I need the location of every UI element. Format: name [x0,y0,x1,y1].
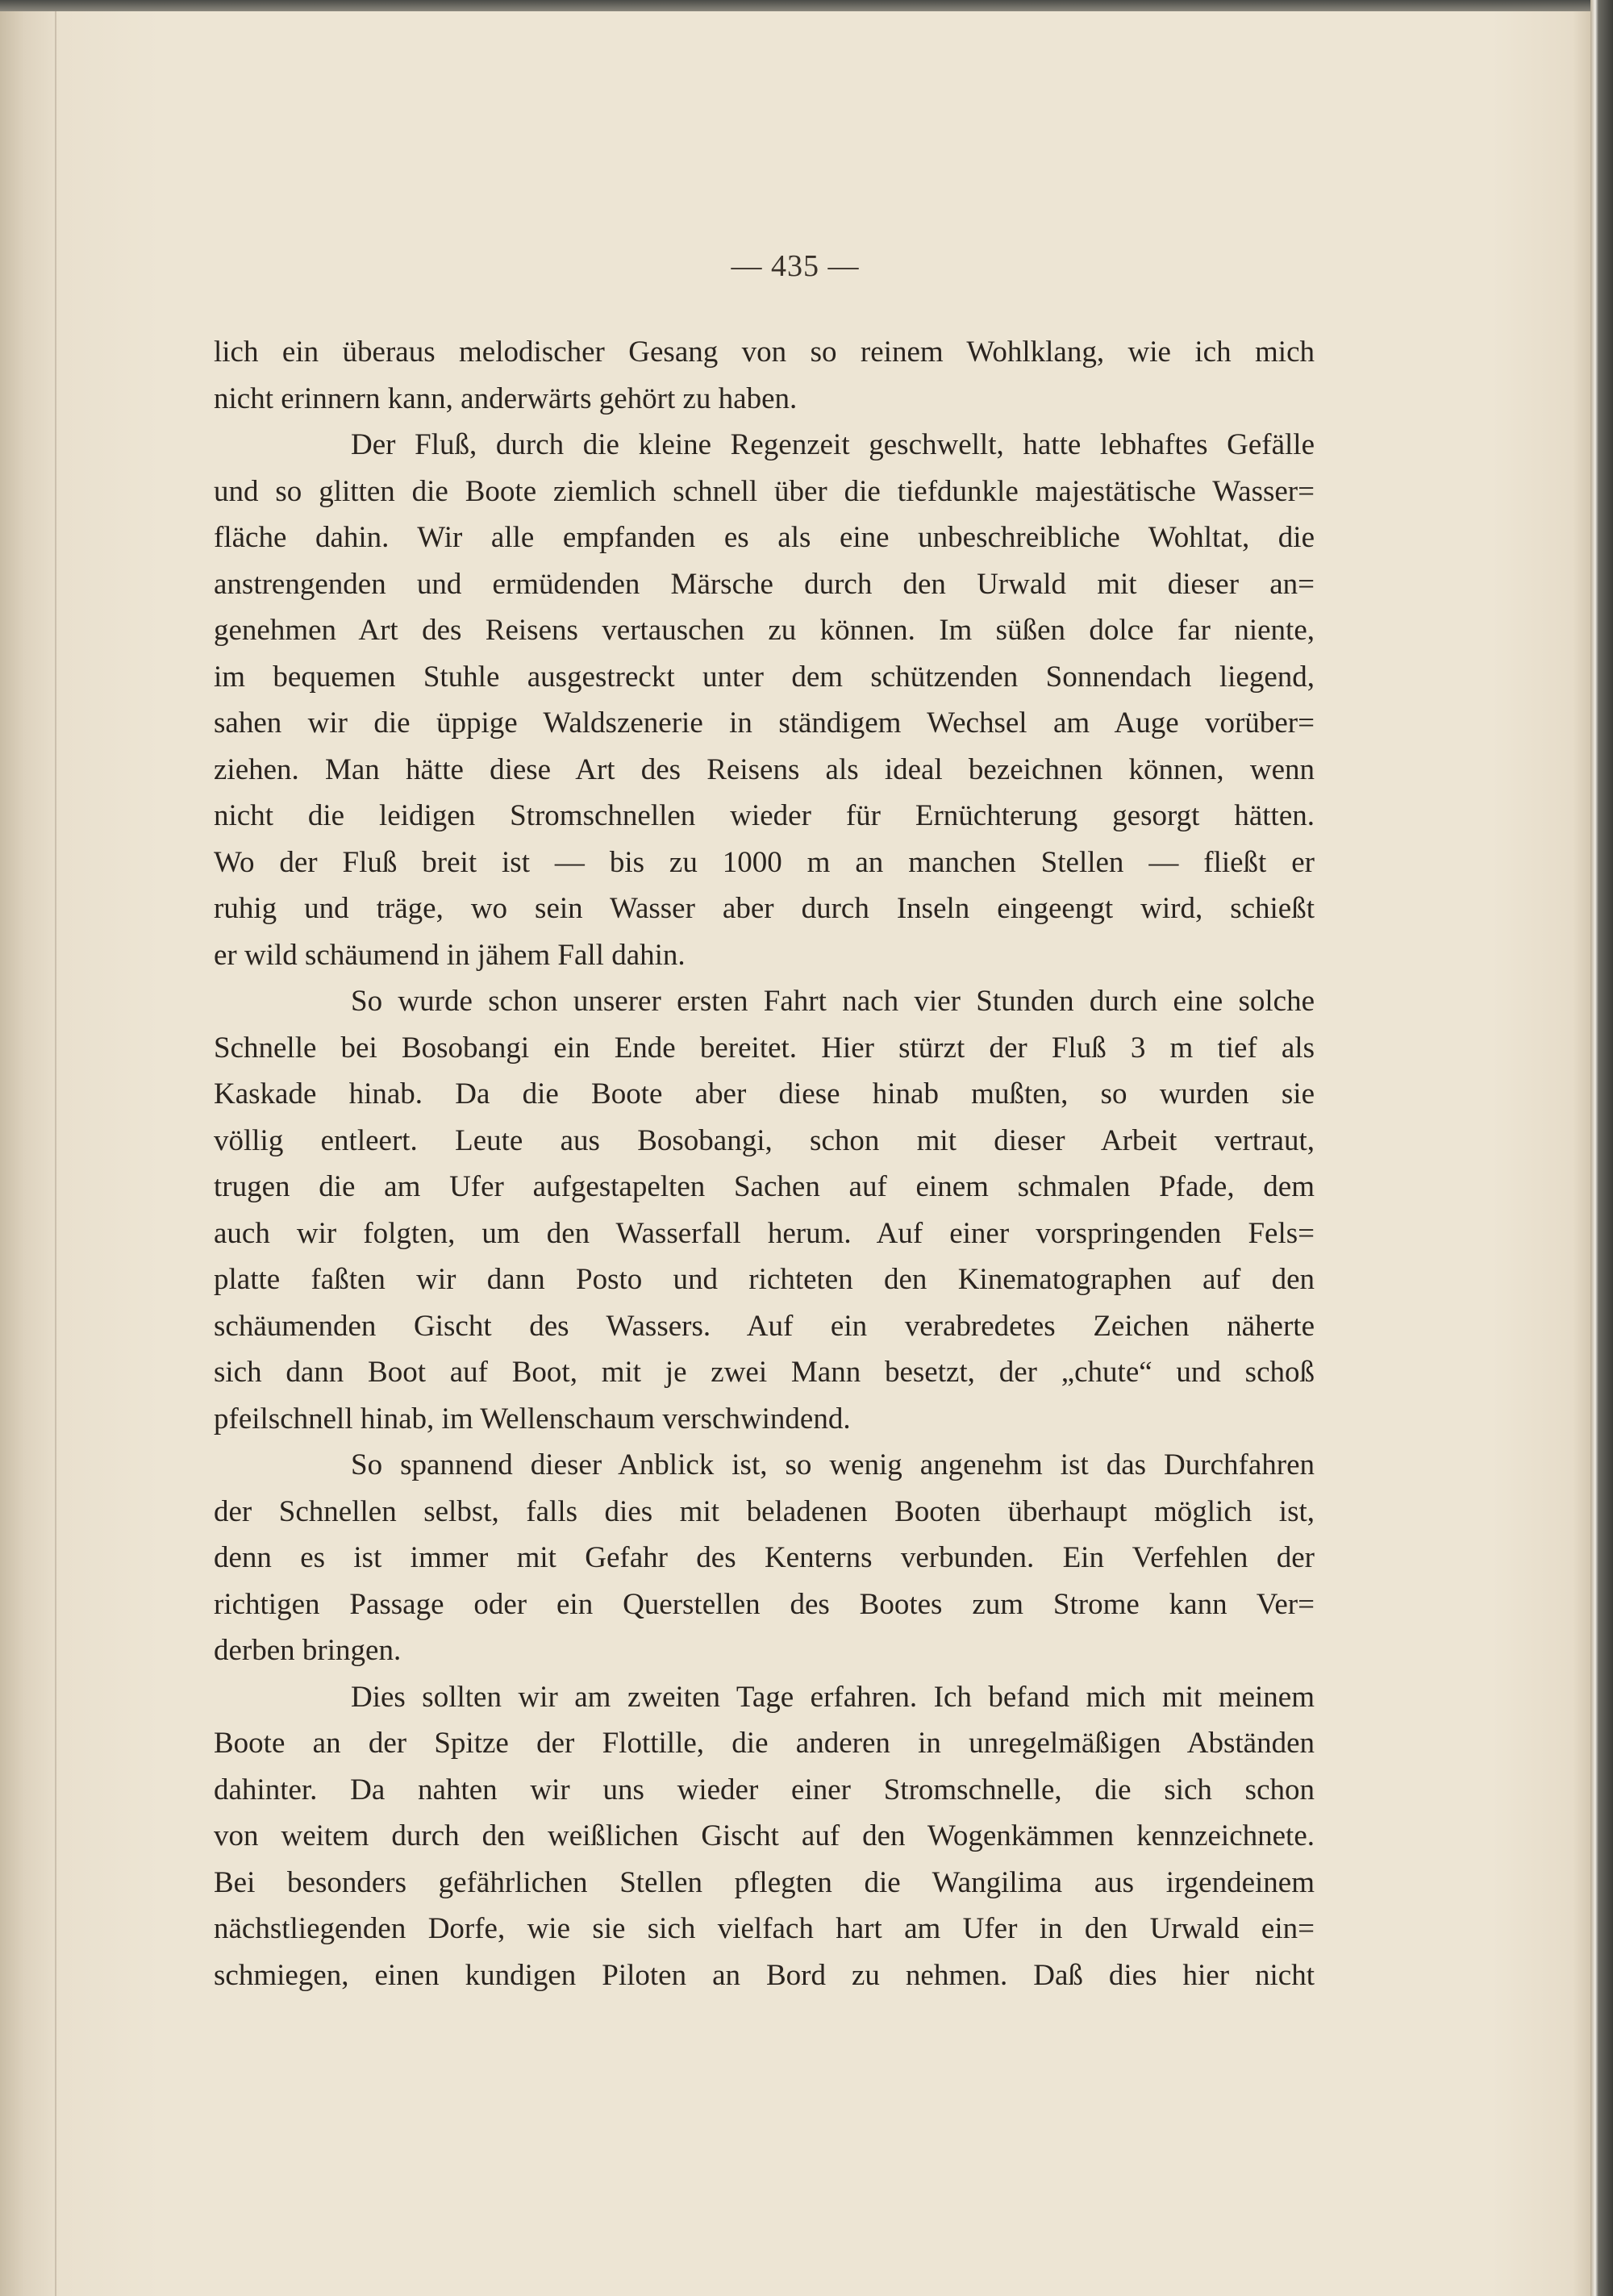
text-line: nicht erinnern kann, anderwärts gehört zu haben. [214,381,798,415]
body-text [214,329,1315,1998]
text-line: So spannend dieser Anblick ist, so wenig angenehm ist das Durchfahren [351,1448,1315,1481]
paragraph [214,1674,1315,1999]
text-line: nicht die leidigen Stromschnellen wieder für Ernüchterung gesorgt hätten. [214,799,1315,832]
text-line: Wo der Fluß breit ist — bis zu 1000 m an manchen Stellen — fließt er [214,845,1315,879]
text-line: auch wir folgten, um den Wasserfall herum. Auf einer vorspringenden Fels= [214,1216,1315,1250]
text-line: platte faßten wir dann Posto und richteten den Kinematographen auf den [214,1263,1315,1296]
text-line: völlig entleert. Leute aus Bosobangi, schon mit dieser Arbeit vertraut, [214,1123,1315,1157]
text-line: sich dann Boot auf Boot, mit je zwei Mann besetzt, der „chute“ und schoß [214,1356,1315,1389]
text-line: anstrengenden und ermüdenden Märsche durch den Urwald mit dieser an= [214,567,1315,601]
text-line: schäumenden Gischt des Wassers. Auf ein verabredetes Zeichen näherte [214,1309,1315,1343]
text-line: schmiegen, einen kundigen Piloten an Bord zu nehmen. Daß dies hier nicht [214,1958,1315,1992]
text-line: im bequemen Stuhle ausgestreckt unter dem schützenden Sonnendach liegend, [214,660,1315,694]
text-line: So wurde schon unserer ersten Fahrt nach vier Stunden durch eine solche [351,985,1315,1018]
scan-top-edge [0,0,1613,11]
text-line: Dies sollten wir am zweiten Tage erfahren. Ich befand mich mit meinem [351,1680,1315,1714]
paragraph [214,1442,1315,1674]
page-right-edge [1590,0,1613,2296]
text-line: Schnelle bei Bosobangi ein Ende bereitet. Hier stürzt der Fluß 3 m tief als [214,1031,1315,1065]
text-line: dahinter. Da nahten wir uns wieder einer Stromschnelle, die sich schon [214,1773,1315,1806]
text-line: derben bringen. [214,1634,402,1667]
text-line: Boote an der Spitze der Flottille, die anderen in unregelmäßigen Abständen [214,1727,1315,1760]
page-number: — 435 — [731,249,860,283]
paragraph [214,978,1315,1442]
text-line: ziehen. Man hätte diese Art des Reisens als ideal bezeichnen können, wenn [214,752,1315,786]
text-line: fläche dahin. Wir alle empfanden es als eine unbeschreibliche Wohltat, die [214,521,1315,554]
paragraph [214,422,1315,978]
text-line: Bei besonders gefährlichen Stellen pflegten die Wangilima aus irgendeinem [214,1865,1315,1899]
binding-gutter [55,11,56,2296]
text-line: trugen die am Ufer aufgestapelten Sachen auf einem schmalen Pfade, dem [214,1170,1315,1203]
text-line: richtigen Passage oder ein Querstellen des Bootes zum Strome kann Ver= [214,1587,1315,1621]
text-line: er wild schäumend in jähem Fall dahin. [214,938,686,972]
text-line: der Schnellen selbst, falls dies mit beladenen Booten überhaupt möglich ist, [214,1494,1315,1528]
text-line: ruhig und träge, wo sein Wasser aber durch Inseln eingeengt wird, schießt [214,892,1315,925]
paragraph [214,329,1315,422]
text-line: von weitem durch den weißlichen Gischt auf den Wogenkämmen kennzeichnete. [214,1819,1315,1852]
text-line: nächstliegenden Dorfe, wie sie sich vielfach hart am Ufer in den Urwald ein= [214,1912,1315,1945]
text-line: Der Fluß, durch die kleine Regenzeit geschwellt, hatte lebhaftes Gefälle [351,428,1315,461]
text-line: genehmen Art des Reisens vertauschen zu können. Im süßen dolce far niente, [214,614,1315,647]
text-line: lich ein überaus melodischer Gesang von so reinem Wohlklang, wie ich mich [214,335,1315,369]
text-line: pfeilschnell hinab, im Wellenschaum verschwindend. [214,1402,851,1436]
text-line: Kaskade hinab. Da die Boote aber diese hinab mußten, so wurden sie [214,1077,1315,1110]
text-line: sahen wir die üppige Waldszenerie in ständigem Wechsel am Auge vorüber= [214,706,1315,740]
text-line: und so glitten die Boote ziemlich schnell über die tiefdunkle majestätische Wasser= [214,474,1315,508]
text-line: denn es ist immer mit Gefahr des Kenterns verbunden. Ein Verfehlen der [214,1541,1315,1574]
